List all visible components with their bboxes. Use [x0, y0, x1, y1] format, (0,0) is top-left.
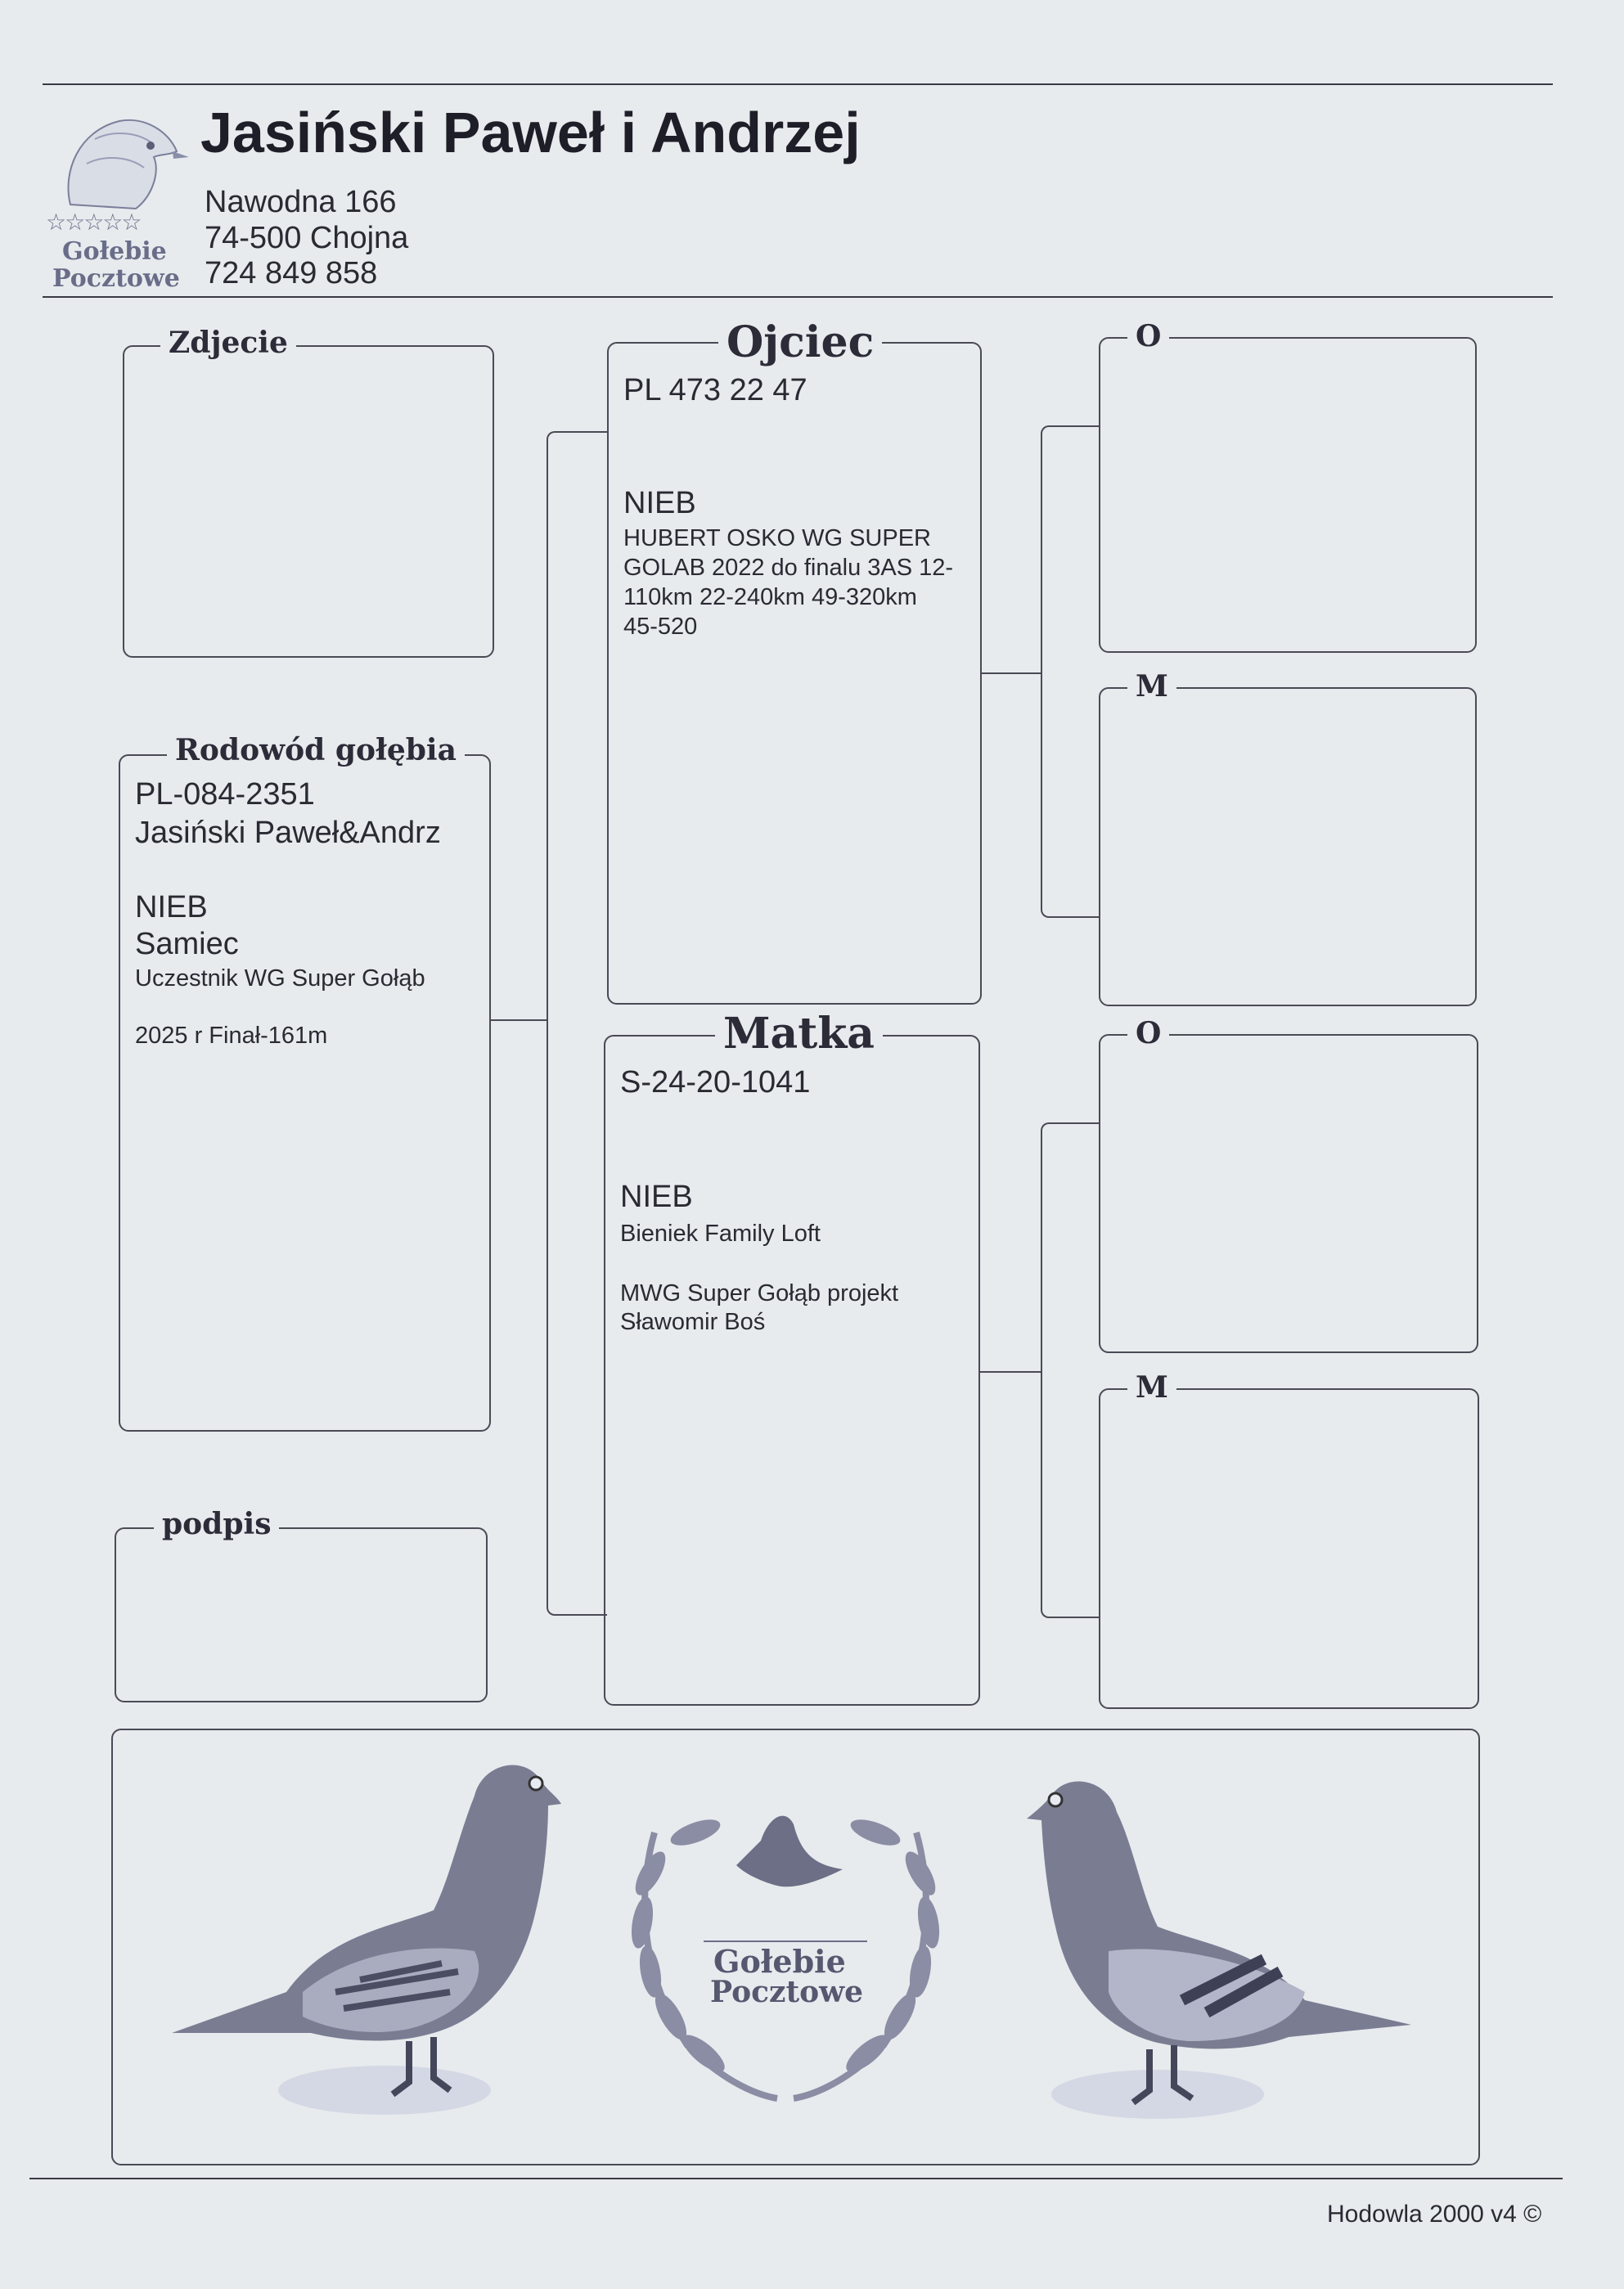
phone-number: 724 849 858: [205, 256, 378, 290]
pigeon-color: NIEB: [135, 890, 208, 924]
grandfather-paternal-label: O: [1127, 319, 1169, 353]
pigeon-right-illustration: [978, 1755, 1419, 2123]
grandfather-paternal-box[interactable]: [1099, 337, 1477, 653]
father-connector-stub: [982, 672, 1041, 674]
owner-name: Jasiński Paweł i Andrzej: [200, 101, 861, 164]
pigeon-box: [119, 754, 491, 1432]
mother-note-2: MWG Super Gołąb projekt: [620, 1280, 899, 1306]
header-bottom-rule: [43, 296, 1553, 298]
mother-box: [604, 1035, 980, 1706]
pigeon-head-icon: [46, 106, 193, 221]
header-logo-line2: Pocztowe: [52, 264, 180, 293]
father-note-1: HUBERT OSKO WG SUPER: [623, 525, 931, 551]
footer-text: Hodowla 2000 v4 ©: [1327, 2201, 1542, 2228]
grandfather-maternal-box[interactable]: [1099, 1034, 1478, 1353]
stars-icon: ☆☆☆☆☆: [46, 209, 141, 235]
address-street: Nawodna 166: [205, 185, 397, 219]
pigeon-left-illustration: [164, 1747, 589, 2123]
banner-logo-line1: Gołebie: [713, 1943, 846, 1980]
pigeon-note-1: Uczestnik WG Super Gołąb: [135, 965, 425, 992]
grandmother-paternal-box[interactable]: [1099, 687, 1477, 1006]
father-label: Ojciec: [718, 317, 882, 367]
mother-note-1: Bieniek Family Loft: [620, 1221, 821, 1247]
banner-logo-line2: Pocztowe: [710, 1975, 864, 2009]
father-box: [607, 342, 982, 1005]
grandmother-paternal-label: M: [1127, 669, 1176, 704]
mother-grandparents-bracket: [1041, 1122, 1100, 1618]
wreath-logo-icon: [605, 1767, 965, 2111]
pigeon-ring: PL-084-2351: [135, 777, 315, 812]
footer-rule: [29, 2178, 1563, 2179]
pigeon-sex: Samiec: [135, 927, 239, 961]
signature-box[interactable]: [115, 1527, 488, 1702]
grandmother-maternal-box[interactable]: [1099, 1388, 1479, 1709]
father-note-2: GOLAB 2022 do finalu 3AS 12-: [623, 555, 954, 581]
mother-color: NIEB: [620, 1180, 693, 1214]
father-ring: PL 473 22 47: [623, 373, 808, 407]
header-logo-line1: Gołebie: [62, 237, 167, 266]
photo-label: Zdjecie: [160, 326, 296, 360]
pigeon-note-2: 2025 r Finał-161m: [135, 1023, 328, 1049]
mother-ring: S-24-20-1041: [620, 1065, 811, 1100]
father-grandparents-bracket: [1041, 425, 1100, 918]
father-color: NIEB: [623, 486, 696, 520]
header-top-rule: [43, 83, 1553, 85]
father-note-4: 45-520: [623, 614, 698, 640]
mother-label: Matka: [715, 1009, 883, 1059]
father-note-3: 110km 22-240km 49-320km: [623, 584, 917, 610]
pigeon-connector-stub: [491, 1019, 547, 1021]
grandfather-maternal-label: O: [1127, 1016, 1169, 1050]
mother-connector-stub: [980, 1371, 1041, 1373]
pigeon-owner: Jasiński Paweł&Andrz: [135, 816, 441, 850]
signature-label: podpis: [154, 1507, 279, 1541]
header-logo: [46, 106, 193, 295]
photo-box[interactable]: [123, 345, 494, 658]
address-city: 74-500 Chojna: [205, 221, 409, 255]
parents-bracket: [547, 431, 607, 1616]
grandmother-maternal-label: M: [1127, 1370, 1176, 1405]
mother-note-3: Sławomir Boś: [620, 1309, 766, 1335]
pigeon-label: Rodowód gołębia: [167, 733, 465, 767]
